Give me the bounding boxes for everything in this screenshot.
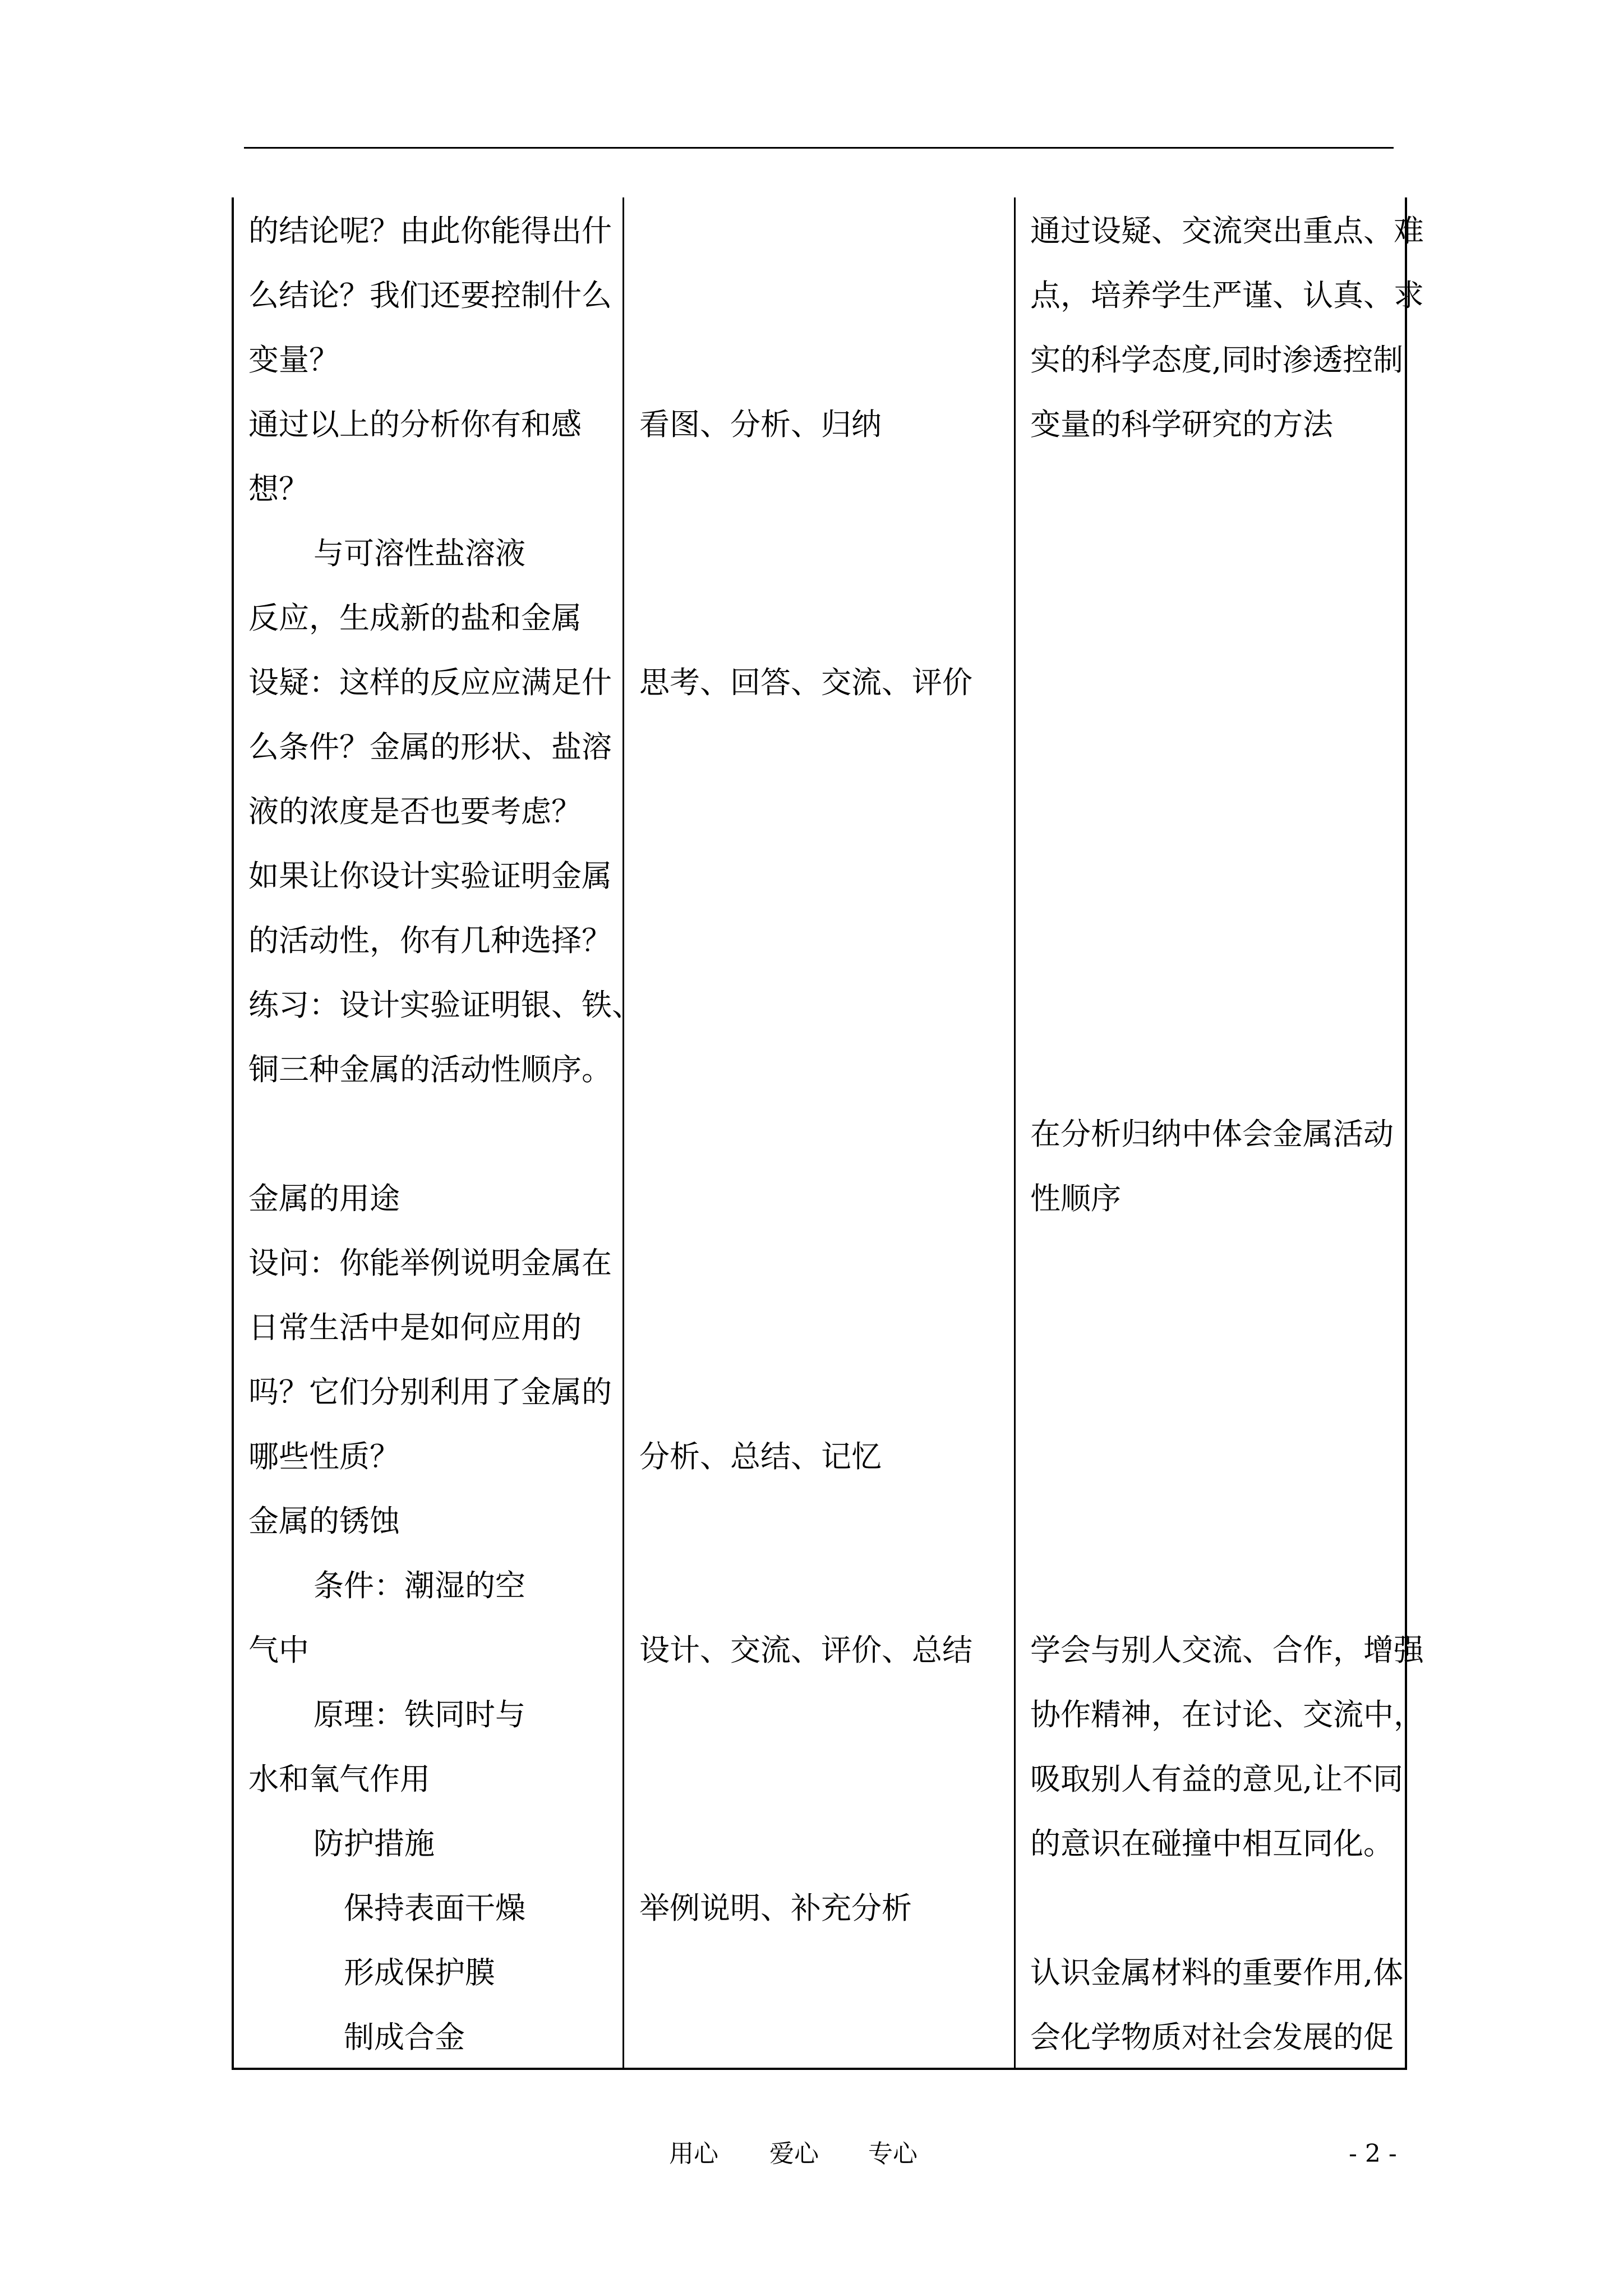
- cell-text-line: 反应，生成新的盐和金属: [248, 600, 582, 636]
- table-border-left: [232, 197, 234, 2070]
- header-rule: [244, 147, 1394, 149]
- table-border-right: [1405, 197, 1407, 2070]
- cell-text-line: 日常生活中是如何应用的: [248, 1310, 582, 1345]
- cell-text-line: 通过以上的分析你有和感: [248, 407, 582, 442]
- cell-text-line: 举例说明、补充分析: [639, 1890, 912, 1926]
- cell-text-line: 金属的锈蚀: [248, 1503, 400, 1539]
- cell-text-line: 条件：潮湿的空: [313, 1568, 525, 1603]
- cell-text-line: 么结论？我们还要控制什么: [248, 278, 612, 313]
- cell-text-line: 在分析归纳中体会金属活动: [1030, 1116, 1394, 1152]
- cell-text-line: 会化学物质对社会发展的促: [1030, 2019, 1394, 2055]
- cell-text-line: 变量的科学研究的方法: [1030, 407, 1333, 442]
- cell-text-line: 气中: [248, 1632, 309, 1668]
- table-border-bottom: [232, 2068, 1407, 2070]
- cell-text-line: 的意识在碰撞中相互同化。: [1030, 1826, 1394, 1861]
- cell-text-line: 点，培养学生严谨、认真、求: [1030, 278, 1424, 313]
- cell-text-line: 哪些性质？: [248, 1439, 400, 1474]
- cell-text-line: 的结论呢？由此你能得出什: [248, 213, 612, 249]
- cell-text-line: 制成合金: [344, 2019, 465, 2055]
- cell-text-line: 认识金属材料的重要作用,体: [1030, 1955, 1404, 1990]
- footer-motto-2: 爱心: [769, 2139, 819, 2168]
- lesson-table: [232, 197, 1424, 2070]
- cell-text-line: 练习：设计实验证明银、铁、: [248, 987, 642, 1023]
- cell-text-line: 原理：铁同时与: [313, 1697, 525, 1732]
- cell-text-line: 吸取别人有益的意见,让不同: [1030, 1761, 1404, 1797]
- cell-text-line: 的活动性，你有几种选择？: [248, 923, 612, 958]
- cell-text-line: 想？: [248, 471, 309, 507]
- cell-text-line: 看图、分析、归纳: [639, 407, 882, 442]
- cell-text-line: 设疑：这样的反应应满足什: [248, 665, 612, 700]
- cell-text-line: 学会与别人交流、合作，增强: [1030, 1632, 1424, 1668]
- footer-motto-1: 用心: [669, 2139, 718, 2168]
- cell-text-line: 保持表面干燥: [344, 1890, 525, 1926]
- cell-text-line: 金属的用途: [248, 1181, 400, 1216]
- cell-text-line: 么条件？金属的形状、盐溶: [248, 729, 612, 765]
- cell-text-line: 通过设疑、交流突出重点、难: [1030, 213, 1424, 249]
- cell-text-line: 设计、交流、评价、总结: [639, 1632, 972, 1668]
- table-divider-2: [1014, 197, 1016, 2070]
- table-divider-1: [623, 197, 624, 2070]
- cell-text-line: 实的科学态度,同时渗透控制: [1030, 342, 1404, 378]
- cell-text-line: 协作精神，在讨论、交流中，: [1030, 1697, 1424, 1732]
- cell-text-line: 液的浓度是否也要考虑？: [248, 794, 582, 829]
- cell-text-line: 铜三种金属的活动性顺序。: [248, 1052, 612, 1087]
- cell-text-line: 分析、总结、记忆: [639, 1439, 882, 1474]
- footer-motto-3: 专心: [868, 2139, 917, 2168]
- cell-text-line: 吗？它们分别利用了金属的: [248, 1374, 612, 1410]
- page-number: - 2 -: [1349, 2139, 1397, 2168]
- cell-text-line: 防护措施: [313, 1826, 435, 1861]
- cell-text-line: 性顺序: [1030, 1181, 1121, 1216]
- cell-text-line: 变量？: [248, 342, 339, 378]
- cell-text-line: 设问：你能举例说明金属在: [248, 1245, 612, 1281]
- cell-text-line: 与可溶性盐溶液: [313, 536, 525, 571]
- cell-text-line: 如果让你设计实验证明金属: [248, 858, 612, 894]
- cell-text-line: 思考、回答、交流、评价: [639, 665, 972, 700]
- cell-text-line: 形成保护膜: [344, 1955, 495, 1990]
- cell-text-line: 水和氧气作用: [248, 1761, 430, 1797]
